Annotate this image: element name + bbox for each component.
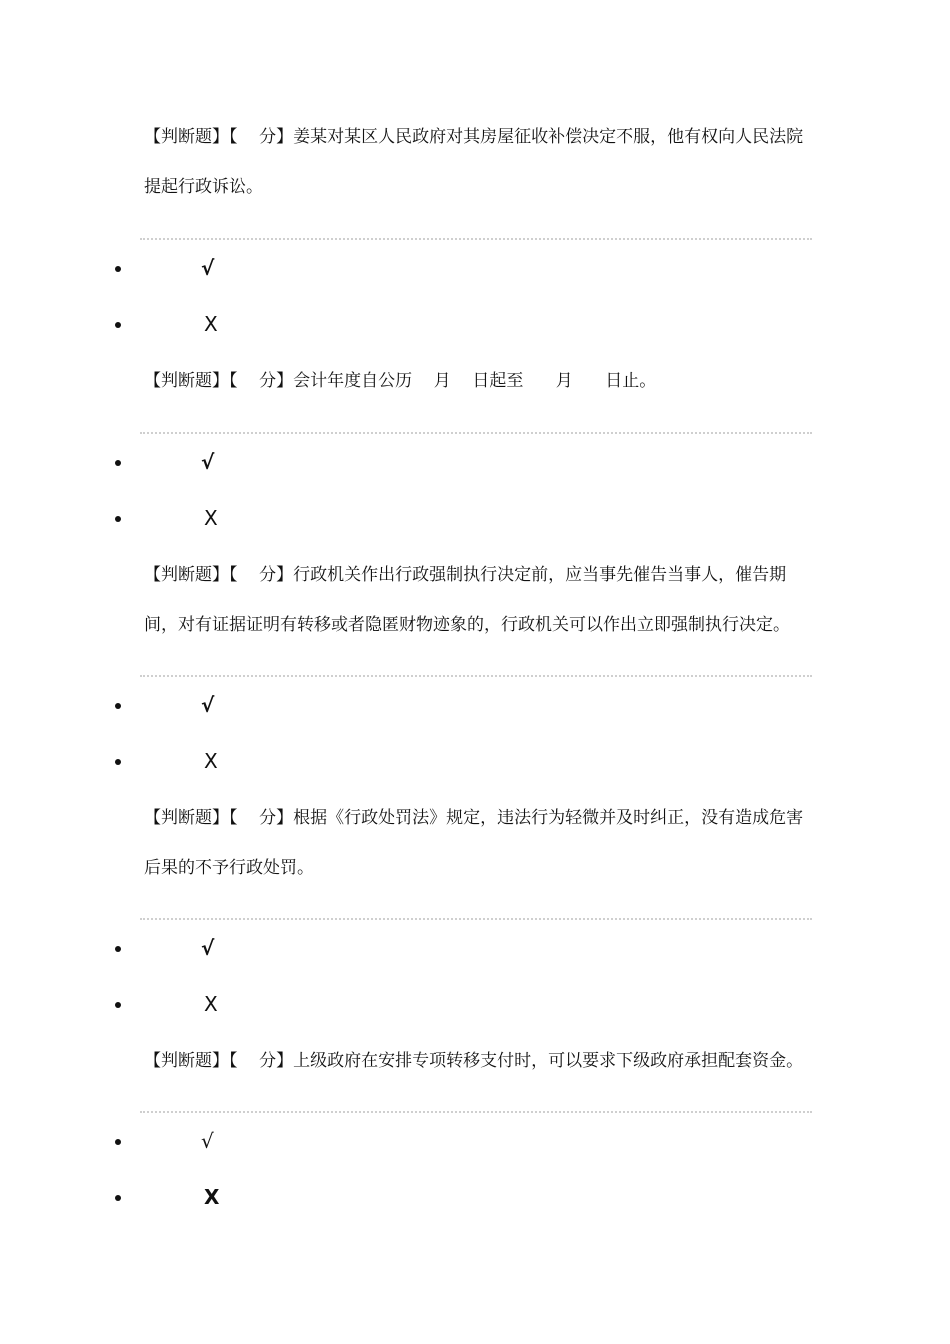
question-1-option-true[interactable] xyxy=(0,256,400,286)
check-icon: √ xyxy=(201,1129,214,1153)
question-3-option-false[interactable] xyxy=(0,749,400,779)
bullet-icon xyxy=(115,1195,121,1201)
bullet-icon xyxy=(115,1139,121,1145)
check-icon: √ xyxy=(201,256,215,280)
question-2-option-false[interactable] xyxy=(0,506,400,536)
bullet-icon xyxy=(115,759,121,765)
bullet-icon xyxy=(115,322,121,328)
question-5-option-true[interactable] xyxy=(0,1129,400,1159)
question-4-divider xyxy=(140,918,812,920)
bullet-icon xyxy=(115,946,121,952)
cross-icon: X xyxy=(204,506,218,530)
check-icon: √ xyxy=(201,450,215,474)
cross-icon: X xyxy=(204,992,218,1016)
question-1-divider xyxy=(140,238,812,240)
question-3-option-true[interactable] xyxy=(0,693,400,723)
question-2-divider xyxy=(140,432,812,434)
question-5-option-false[interactable] xyxy=(0,1185,400,1215)
bullet-icon xyxy=(115,1002,121,1008)
bullet-icon xyxy=(115,516,121,522)
question-4-option-false[interactable] xyxy=(0,992,400,1022)
question-3-text: 【判断题】【 分】行政机关作出行政强制执行决定前，应当事先催告当事人，催告期间，对有证据证明有转移或者隐匿财物迹象的，行政机关可以作出立即强制执行决定。 xyxy=(144,565,790,635)
question-4-option-true[interactable] xyxy=(0,936,400,966)
question-4-text: 【判断题】【 分】根据《行政处罚法》规定，违法行为轻微并及时纠正，没有造成危害后果的不予行政处罚。 xyxy=(144,808,804,878)
bullet-icon xyxy=(115,460,121,466)
question-5-divider xyxy=(140,1111,812,1113)
question-1-option-false[interactable] xyxy=(0,312,400,342)
question-3-divider xyxy=(140,675,812,677)
question-2-text: 【判断题】【 分】会计年度自公历 月 日起至 月 日止。 xyxy=(144,371,657,391)
cross-icon: X xyxy=(204,749,218,773)
cross-icon: X xyxy=(204,1185,220,1209)
bullet-icon xyxy=(115,703,121,709)
bullet-icon xyxy=(115,266,121,272)
check-icon: √ xyxy=(201,693,215,717)
check-icon: √ xyxy=(201,936,215,960)
question-1-text: 【判断题】【 分】姜某对某区人民政府对其房屋征收补偿决定不服，他有权向人民法院提起行政诉讼。 xyxy=(144,127,804,197)
question-5-text: 【判断题】【 分】上级政府在安排专项转移支付时，可以要求下级政府承担配套资金。 xyxy=(144,1051,804,1071)
cross-icon: X xyxy=(204,312,218,336)
question-2-option-true[interactable] xyxy=(0,450,400,480)
